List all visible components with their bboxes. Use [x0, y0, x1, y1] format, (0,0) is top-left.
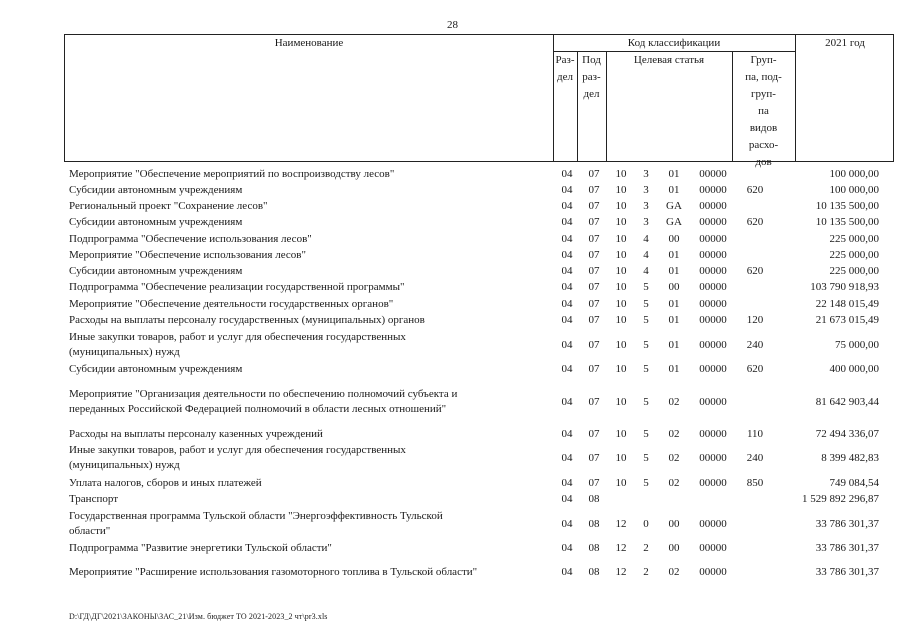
- page-number: 28: [447, 19, 458, 31]
- row-direction: 00000: [699, 542, 727, 554]
- row-measure: 00: [668, 542, 680, 554]
- row-razdel: 04: [561, 518, 573, 530]
- row-name-line: Подпрограмма "Развитие энергетики Тульской области": [69, 542, 332, 554]
- header-razdel: [553, 52, 577, 86]
- row-amount: 100 000,00: [829, 184, 879, 196]
- row-measure: 01: [668, 168, 680, 180]
- row-expense-type: 620: [746, 363, 764, 375]
- row-measure: 01: [668, 249, 680, 261]
- row-measure: 01: [668, 184, 680, 196]
- row-podrazdel: 07: [588, 200, 600, 212]
- row-name: [69, 215, 549, 230]
- row-name-line: (муниципальных) нужд: [69, 346, 180, 358]
- row-name: [69, 476, 549, 491]
- row-name-line: Расходы на выплаты персоналу государственных (муниципальных) органов: [69, 314, 425, 326]
- row-name-line: Мероприятие "Организация деятельности по обеспечению полномочий субъекта и: [69, 388, 458, 400]
- header-group: [732, 52, 795, 171]
- row-subprogram: 5: [643, 339, 649, 351]
- row-podrazdel: 07: [588, 452, 600, 464]
- row-expense-type: 110: [746, 428, 764, 440]
- row-program: 10: [615, 216, 627, 228]
- row-subprogram: 2: [643, 566, 649, 578]
- row-measure: 01: [668, 298, 680, 310]
- row-name: [69, 443, 549, 473]
- row-podrazdel: 08: [588, 566, 600, 578]
- row-measure: 01: [668, 363, 680, 375]
- row-podrazdel: 08: [588, 542, 600, 554]
- row-name: [69, 232, 549, 247]
- row-razdel: 04: [561, 452, 573, 464]
- row-measure: 02: [668, 396, 680, 408]
- row-program: 10: [615, 452, 627, 464]
- header-group-line: па: [758, 105, 769, 117]
- row-expense-type: 620: [746, 216, 764, 228]
- row-amount: 75 000,00: [835, 339, 879, 351]
- row-amount: 33 786 301,37: [815, 518, 879, 530]
- row-amount: 225 000,00: [829, 233, 879, 245]
- row-measure: 01: [668, 314, 680, 326]
- table-header: [64, 34, 894, 168]
- row-amount: 21 673 015,49: [815, 314, 879, 326]
- row-measure: 02: [668, 566, 680, 578]
- row-amount: 72 494 336,07: [815, 428, 879, 440]
- row-direction: 00000: [699, 477, 727, 489]
- row-podrazdel: 07: [588, 396, 600, 408]
- row-name-line: Мероприятие "Расширение использования газомоторного топлива в Тульской области": [69, 566, 478, 578]
- row-expense-type: 120: [746, 314, 764, 326]
- row-razdel: 04: [561, 477, 573, 489]
- header-podrazdel-line: дел: [583, 88, 600, 100]
- row-measure: GA: [666, 216, 682, 228]
- row-amount: 103 790 918,93: [810, 281, 879, 293]
- row-razdel: 04: [561, 542, 573, 554]
- row-name-line: Иные закупки товаров, работ и услуг для обеспечения государственных: [69, 444, 406, 456]
- row-name: [69, 264, 549, 279]
- row-name-line: области": [69, 525, 111, 537]
- row-name-line: Государственная программа Тульской области "Энергоэффективность Тульской: [69, 510, 443, 522]
- row-name: [69, 248, 549, 263]
- row-direction: 00000: [699, 265, 727, 277]
- row-program: 10: [615, 298, 627, 310]
- row-name-line: Мероприятие "Обеспечение мероприятий по воспроизводству лесов": [69, 168, 395, 180]
- row-program: 10: [615, 477, 627, 489]
- header-razdel-line: Раз-: [555, 54, 575, 66]
- row-razdel: 04: [561, 339, 573, 351]
- row-amount: 100 000,00: [829, 168, 879, 180]
- row-measure: 00: [668, 233, 680, 245]
- row-direction: 00000: [699, 281, 727, 293]
- row-podrazdel: 07: [588, 363, 600, 375]
- row-razdel: 04: [561, 168, 573, 180]
- header-podrazdel-line: раз-: [582, 71, 601, 83]
- row-program: 10: [615, 233, 627, 245]
- row-podrazdel: 07: [588, 249, 600, 261]
- row-subprogram: 4: [643, 233, 649, 245]
- row-amount: 749 084,54: [829, 477, 879, 489]
- row-subprogram: 5: [643, 396, 649, 408]
- row-amount: 22 148 015,49: [815, 298, 879, 310]
- row-program: 10: [615, 200, 627, 212]
- row-name: [69, 541, 549, 556]
- row-name: [69, 565, 559, 580]
- row-name: [69, 297, 549, 312]
- row-podrazdel: 08: [588, 518, 600, 530]
- row-name: [69, 280, 549, 295]
- header-group-line: расхо-: [748, 139, 779, 151]
- row-subprogram: 3: [643, 200, 649, 212]
- row-program: 10: [615, 428, 627, 440]
- row-amount: 225 000,00: [829, 249, 879, 261]
- row-program: 10: [615, 363, 627, 375]
- row-measure: 02: [668, 428, 680, 440]
- row-program: 10: [615, 249, 627, 261]
- row-expense-type: 620: [746, 184, 764, 196]
- row-podrazdel: 07: [588, 314, 600, 326]
- row-name-line: Субсидии автономным учреждениям: [69, 265, 243, 277]
- row-direction: 00000: [699, 233, 727, 245]
- row-subprogram: 5: [643, 428, 649, 440]
- row-podrazdel: 07: [588, 339, 600, 351]
- row-name-line: Субсидии автономным учреждениям: [69, 363, 243, 375]
- row-name-line: Подпрограмма "Обеспечение использования лесов": [69, 233, 312, 245]
- row-amount: 8 399 482,83: [821, 452, 879, 464]
- row-podrazdel: 07: [588, 477, 600, 489]
- row-razdel: 04: [561, 216, 573, 228]
- row-direction: 00000: [699, 339, 727, 351]
- row-expense-type: 240: [746, 339, 764, 351]
- row-direction: 00000: [699, 200, 727, 212]
- row-program: 12: [615, 566, 627, 578]
- row-direction: 00000: [699, 168, 727, 180]
- header-group-line: дов: [755, 156, 772, 168]
- header-divider: [795, 35, 796, 161]
- row-name-line: Субсидии автономным учреждениям: [69, 184, 243, 196]
- row-direction: 00000: [699, 184, 727, 196]
- row-podrazdel: 07: [588, 184, 600, 196]
- row-measure: 02: [668, 477, 680, 489]
- file-path-footer: D:\ГД\ДГ\2021\ЗАКОНЫ\ЗАС_21\Изм. бюджет ТО 2021-2023_2 чт\pr3.xls: [69, 612, 328, 621]
- row-name-line: переданных Российской Федерацией полномочий в области лесных отношений": [69, 403, 447, 415]
- row-program: 10: [615, 339, 627, 351]
- row-subprogram: 4: [643, 249, 649, 261]
- row-program: 10: [615, 265, 627, 277]
- row-subprogram: 5: [643, 452, 649, 464]
- row-podrazdel: 07: [588, 168, 600, 180]
- row-name: [69, 427, 549, 442]
- row-direction: 00000: [699, 249, 727, 261]
- header-target-article: Целевая статья: [633, 54, 705, 66]
- row-razdel: 04: [561, 396, 573, 408]
- row-expense-type: 240: [746, 452, 764, 464]
- row-podrazdel: 07: [588, 428, 600, 440]
- row-razdel: 04: [561, 233, 573, 245]
- row-program: 10: [615, 168, 627, 180]
- row-measure: 00: [668, 518, 680, 530]
- row-subprogram: 4: [643, 265, 649, 277]
- header-group-line: видов: [749, 122, 778, 134]
- row-direction: 00000: [699, 363, 727, 375]
- row-razdel: 04: [561, 184, 573, 196]
- header-group-line: па, под-: [745, 71, 782, 83]
- row-razdel: 04: [561, 200, 573, 212]
- row-podrazdel: 07: [588, 265, 600, 277]
- row-name: [69, 492, 549, 507]
- row-measure: 01: [668, 339, 680, 351]
- row-podrazdel: 07: [588, 298, 600, 310]
- row-amount: 400 000,00: [829, 363, 879, 375]
- row-name-line: (муниципальных) нужд: [69, 459, 180, 471]
- row-direction: 00000: [699, 518, 727, 530]
- row-name: [69, 183, 549, 198]
- row-podrazdel: 08: [588, 493, 600, 505]
- row-subprogram: 5: [643, 281, 649, 293]
- row-amount: 10 135 500,00: [815, 216, 879, 228]
- row-subprogram: 5: [643, 298, 649, 310]
- row-name-line: Уплата налогов, сборов и иных платежей: [69, 477, 262, 489]
- row-name: [69, 509, 549, 539]
- row-amount: 81 642 903,44: [815, 396, 879, 408]
- row-direction: 00000: [699, 298, 727, 310]
- header-code-classification: Код классификации: [627, 37, 721, 49]
- row-amount: 33 786 301,37: [815, 542, 879, 554]
- row-name: [69, 362, 549, 377]
- row-name-line: Иные закупки товаров, работ и услуг для обеспечения государственных: [69, 331, 406, 343]
- row-direction: 00000: [699, 216, 727, 228]
- row-amount: 33 786 301,37: [815, 566, 879, 578]
- row-program: 10: [615, 314, 627, 326]
- row-subprogram: 2: [643, 542, 649, 554]
- row-subprogram: 5: [643, 314, 649, 326]
- row-razdel: 04: [561, 363, 573, 375]
- row-subprogram: 3: [643, 168, 649, 180]
- row-name-line: Мероприятие "Обеспечение использования лесов": [69, 249, 306, 261]
- row-subprogram: 0: [643, 518, 649, 530]
- row-program: 12: [615, 518, 627, 530]
- row-razdel: 04: [561, 249, 573, 261]
- row-razdel: 04: [561, 428, 573, 440]
- row-program: 10: [615, 184, 627, 196]
- row-name: [69, 199, 549, 214]
- row-measure: GA: [666, 200, 682, 212]
- row-name-line: Расходы на выплаты персоналу казенных учреждений: [69, 428, 323, 440]
- row-razdel: 04: [561, 566, 573, 578]
- row-name: [69, 330, 549, 360]
- header-group-line: груп-: [751, 88, 776, 100]
- row-name: [69, 387, 549, 417]
- row-program: 10: [615, 396, 627, 408]
- row-direction: 00000: [699, 396, 727, 408]
- header-name: Наименование: [274, 37, 344, 49]
- row-measure: 01: [668, 265, 680, 277]
- row-name-line: Мероприятие "Обеспечение деятельности государственных органов": [69, 298, 394, 310]
- row-measure: 02: [668, 452, 680, 464]
- row-program: 10: [615, 281, 627, 293]
- row-razdel: 04: [561, 314, 573, 326]
- row-podrazdel: 07: [588, 216, 600, 228]
- header-podrazdel-line: Под: [582, 54, 601, 66]
- row-amount: 1 529 892 296,87: [802, 493, 879, 505]
- row-name-line: Субсидии автономным учреждениям: [69, 216, 243, 228]
- header-year: 2021 год: [825, 37, 865, 49]
- row-name-line: Транспорт: [69, 493, 119, 505]
- header-group-line: Груп-: [750, 54, 777, 66]
- row-subprogram: 3: [643, 216, 649, 228]
- row-podrazdel: 07: [588, 233, 600, 245]
- row-name: [69, 313, 549, 328]
- row-subprogram: 5: [643, 477, 649, 489]
- row-razdel: 04: [561, 281, 573, 293]
- row-name-line: Подпрограмма "Обеспечение реализации государственной программы": [69, 281, 405, 293]
- row-razdel: 04: [561, 298, 573, 310]
- header-podrazdel: [577, 52, 606, 103]
- row-razdel: 04: [561, 265, 573, 277]
- row-amount: 225 000,00: [829, 265, 879, 277]
- row-program: 12: [615, 542, 627, 554]
- row-podrazdel: 07: [588, 281, 600, 293]
- row-direction: 00000: [699, 428, 727, 440]
- row-amount: 10 135 500,00: [815, 200, 879, 212]
- row-name: [69, 167, 549, 182]
- row-expense-type: 850: [746, 477, 764, 489]
- row-subprogram: 3: [643, 184, 649, 196]
- row-subprogram: 5: [643, 363, 649, 375]
- row-name-line: Региональный проект "Сохранение лесов": [69, 200, 268, 212]
- row-direction: 00000: [699, 452, 727, 464]
- row-direction: 00000: [699, 314, 727, 326]
- row-razdel: 04: [561, 493, 573, 505]
- row-measure: 00: [668, 281, 680, 293]
- header-razdel-line: дел: [557, 71, 573, 83]
- row-direction: 00000: [699, 566, 727, 578]
- row-expense-type: 620: [746, 265, 764, 277]
